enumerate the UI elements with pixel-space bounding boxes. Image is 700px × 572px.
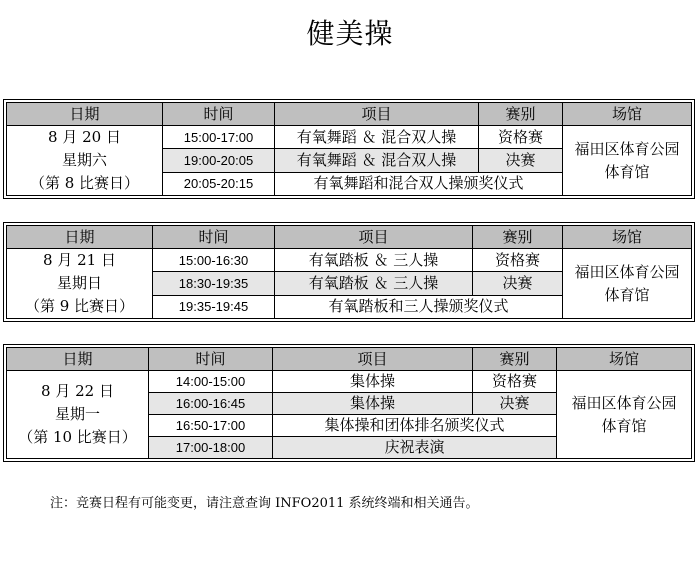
schedule-day-1	[3, 99, 695, 199]
schedule-table	[6, 102, 692, 196]
event-cell: 有氧踏板和三人操颁奖仪式	[275, 295, 563, 318]
header-venue: 场馆	[563, 226, 692, 249]
date-cell	[7, 371, 149, 459]
event-cell: 庆祝表演	[273, 437, 557, 459]
category-cell: 资格赛	[473, 249, 563, 272]
category-cell: 决赛	[479, 149, 563, 172]
schedule-day-3	[3, 344, 695, 462]
event-cell: 有氧舞蹈和混合双人操颁奖仪式	[275, 172, 563, 195]
header-event: 项目	[275, 226, 473, 249]
table-header-row	[7, 103, 692, 126]
weekday-text: 星期一	[54, 405, 100, 423]
time-cell: 18:30-19:35	[153, 272, 275, 295]
header-date: 日期	[7, 226, 153, 249]
category-cell: 决赛	[473, 272, 563, 295]
header-time: 时间	[163, 103, 275, 126]
schedule-note: 注：竞赛日程有可能变更，请注意查询 INFO2011 系统终端和相关通告。	[50, 496, 479, 511]
competition-day-text: （第 9 比赛日）	[24, 297, 135, 315]
time-cell: 16:50-17:00	[149, 415, 273, 437]
event-cell: 集体操	[273, 371, 473, 393]
time-cell: 14:00-15:00	[149, 371, 273, 393]
venue-cell	[557, 371, 692, 459]
event-cell: 有氧舞蹈 ＆ 混合双人操	[275, 149, 479, 172]
header-category: 赛别	[473, 226, 563, 249]
category-cell: 资格赛	[473, 371, 557, 393]
date-text: 8 月 21 日	[43, 251, 116, 269]
category-cell: 资格赛	[479, 126, 563, 149]
weekday-text: 星期六	[61, 151, 107, 169]
schedule-table	[6, 225, 692, 319]
venue-line: 体育馆	[604, 285, 650, 304]
header-time: 时间	[153, 226, 275, 249]
time-cell: 15:00-17:00	[163, 126, 275, 149]
venue-line: 体育馆	[601, 416, 647, 435]
competition-day-text: （第 8 比赛日）	[29, 174, 140, 192]
time-cell: 19:00-20:05	[163, 149, 275, 172]
schedule-day-2	[3, 222, 695, 322]
time-cell: 20:05-20:15	[163, 172, 275, 195]
header-venue: 场馆	[563, 103, 692, 126]
header-category: 赛别	[479, 103, 563, 126]
venue-line: 福田区体育公园	[574, 262, 680, 281]
time-cell: 17:00-18:00	[149, 437, 273, 459]
venue-line: 福田区体育公园	[571, 393, 677, 412]
event-cell: 有氧舞蹈 ＆ 混合双人操	[275, 126, 479, 149]
table-header-row	[7, 348, 692, 371]
header-event: 项目	[275, 103, 479, 126]
header-event: 项目	[273, 348, 473, 371]
header-venue: 场馆	[557, 348, 692, 371]
event-cell: 有氧踏板 ＆ 三人操	[275, 249, 473, 272]
date-text: 8 月 20 日	[48, 128, 121, 146]
date-cell	[7, 126, 163, 196]
header-date: 日期	[7, 103, 163, 126]
event-cell: 集体操	[273, 393, 473, 415]
event-cell: 有氧踏板 ＆ 三人操	[275, 272, 473, 295]
table-row	[7, 371, 692, 393]
venue-line: 体育馆	[604, 162, 650, 181]
header-category: 赛别	[473, 348, 557, 371]
time-cell: 16:00-16:45	[149, 393, 273, 415]
venue-cell	[563, 249, 692, 319]
table-row	[7, 249, 692, 272]
header-date: 日期	[7, 348, 149, 371]
competition-day-text: （第 10 比赛日）	[18, 428, 137, 446]
weekday-text: 星期日	[56, 274, 102, 292]
venue-cell	[563, 126, 692, 196]
page-title: 健美操	[306, 17, 394, 50]
venue-line: 福田区体育公园	[574, 139, 680, 158]
header-time: 时间	[149, 348, 273, 371]
time-cell: 19:35-19:45	[153, 295, 275, 318]
date-text: 8 月 22 日	[41, 382, 114, 400]
table-header-row	[7, 226, 692, 249]
table-row	[7, 126, 692, 149]
time-cell: 15:00-16:30	[153, 249, 275, 272]
category-cell: 决赛	[473, 393, 557, 415]
date-cell	[7, 249, 153, 319]
schedule-table	[6, 347, 692, 459]
event-cell: 集体操和团体排名颁奖仪式	[273, 415, 557, 437]
